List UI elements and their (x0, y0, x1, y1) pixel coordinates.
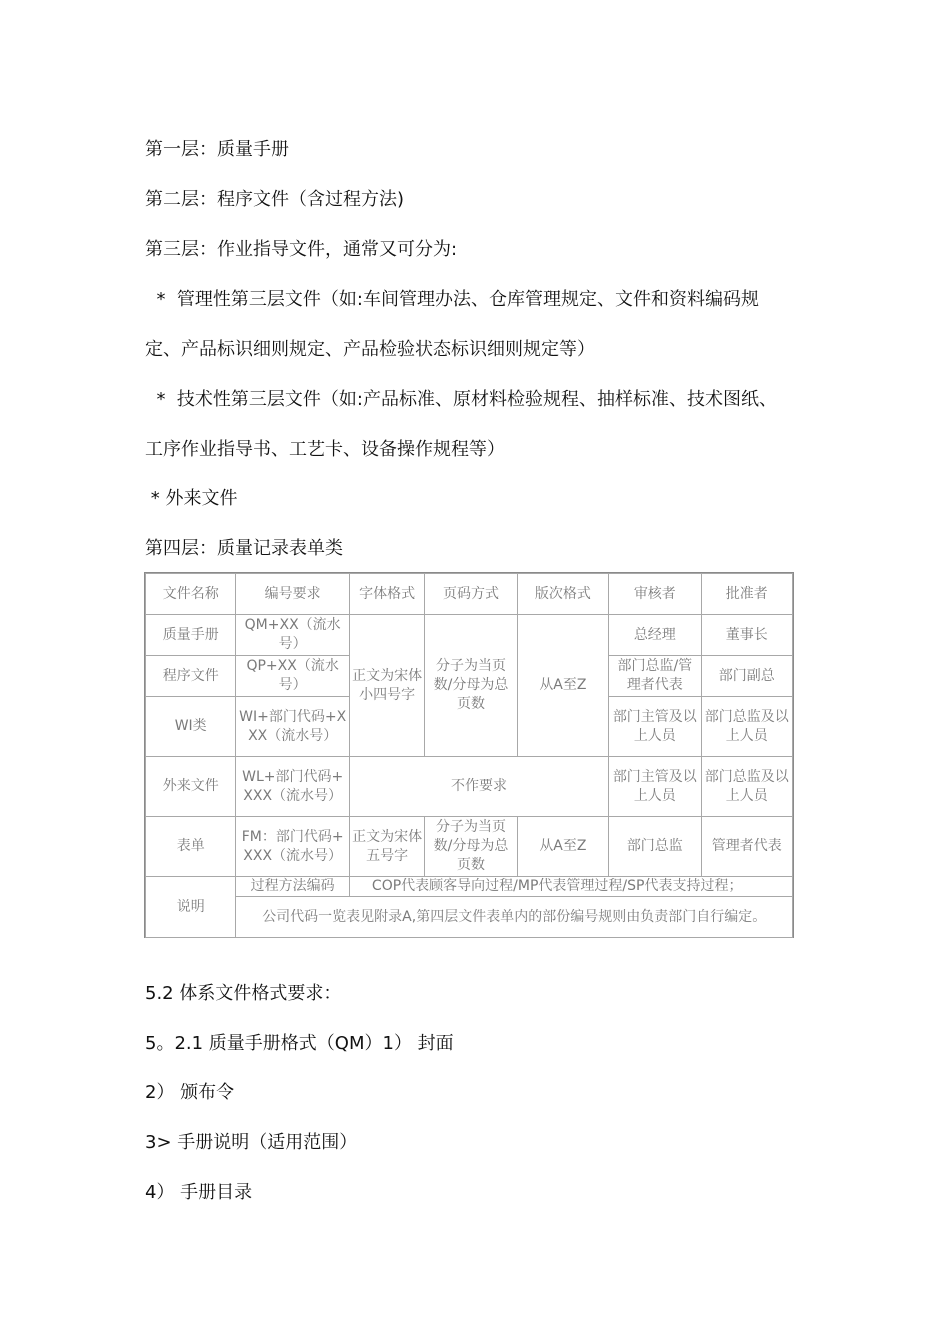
para-layer-4: 第四层：质量记录表单类 (145, 538, 343, 559)
table-cell: 外来文件 (146, 757, 236, 817)
table-cell: 总经理 (609, 615, 701, 656)
para-management-docs-cont: 定、产品标识细则规定、产品检验状态标识细则规定等） (145, 339, 595, 360)
table-cell: 说明 (146, 877, 236, 938)
table-cell: 不作要求 (349, 757, 608, 817)
table-row (146, 817, 793, 877)
table-cell: 部门总监/管理者代表 (609, 656, 701, 697)
table-cell: 部门副总 (701, 656, 792, 697)
table-cell: 过程方法编码 (236, 877, 350, 897)
header-cell: 字体格式 (349, 574, 424, 615)
table-cell: 表单 (146, 817, 236, 877)
table-cell: 正文为宋体五号字 (349, 817, 424, 877)
header-cell: 版次格式 (517, 574, 608, 615)
para-layer-3: 第三层：作业指导文件，通常又可分为: (145, 239, 458, 260)
format-table (145, 573, 793, 938)
table-cell: WL+部门代码+XXX（流水号） (236, 757, 350, 817)
para-technical-docs-cont: 工序作业指导书、工艺卡、设备操作规程等） (145, 439, 505, 460)
para-layer-1: 第一层：质量手册 (145, 139, 289, 160)
header-cell: 页码方式 (425, 574, 517, 615)
table-cell: 管理者代表 (701, 817, 792, 877)
table-cell: COP代表顾客导向过程/MP代表管理过程/SP代表支持过程； (349, 877, 792, 897)
table-cell: QP+XX（流水号） (236, 656, 350, 697)
table-cell: 程序文件 (146, 656, 236, 697)
table-cell: 董事长 (701, 615, 792, 656)
section-5-2: 5.2 体系文件格式要求： (145, 983, 342, 1004)
table-cell: WI类 (146, 697, 236, 757)
item-2: 2） 颁布令 (145, 1082, 235, 1103)
table-cell: 部门总监及以上人员 (701, 697, 792, 757)
para-technical-docs: * 技术性第三层文件（如:产品标准、原材料检验规程、抽样标准、技术图纸、 (145, 389, 777, 410)
para-external-docs: * 外来文件 (145, 488, 238, 509)
table-cell: 部门总监 (609, 817, 701, 877)
header-cell: 批准者 (701, 574, 792, 615)
table-header-row (146, 574, 793, 615)
para-layer-2: 第二层：程序文件（含过程方法) (145, 189, 405, 210)
header-cell: 审核者 (609, 574, 701, 615)
table-cell: 分子为当页数/分母为总页数 (425, 817, 517, 877)
header-cell: 文件名称 (146, 574, 236, 615)
table-cell: 部门主管及以上人员 (609, 757, 701, 817)
table-cell: 公司代码一览表见附录A,第四层文件表单内的部份编号规则由负责部门自行编定。 (236, 897, 793, 938)
table-row (146, 615, 793, 656)
table-cell: QM+XX（流水号） (236, 615, 350, 656)
para-management-docs: * 管理性第三层文件（如:车间管理办法、仓库管理规定、文件和资料编码规 (145, 289, 759, 310)
document-format-table (144, 572, 794, 938)
section-5-2-1: 5。2.1 质量手册格式（QM）1） 封面 (145, 1033, 454, 1054)
table-cell: 从A至Z (517, 817, 608, 877)
table-cell: 从A至Z (517, 615, 608, 757)
table-row (146, 757, 793, 817)
table-cell: 质量手册 (146, 615, 236, 656)
item-3: 3> 手册说明（适用范围） (145, 1132, 358, 1153)
table-row (146, 897, 793, 938)
table-cell: 正文为宋体小四号字 (349, 615, 424, 757)
header-cell: 编号要求 (236, 574, 350, 615)
table-cell: WI+部门代码+XXX（流水号） (236, 697, 350, 757)
table-cell: 分子为当页数/分母为总页数 (425, 615, 517, 757)
table-cell: 部门总监及以上人员 (701, 757, 792, 817)
table-cell: FM：部门代码+XXX（流水号） (236, 817, 350, 877)
table-cell: 部门主管及以上人员 (609, 697, 701, 757)
table-row (146, 877, 793, 897)
item-4: 4） 手册目录 (145, 1182, 253, 1203)
